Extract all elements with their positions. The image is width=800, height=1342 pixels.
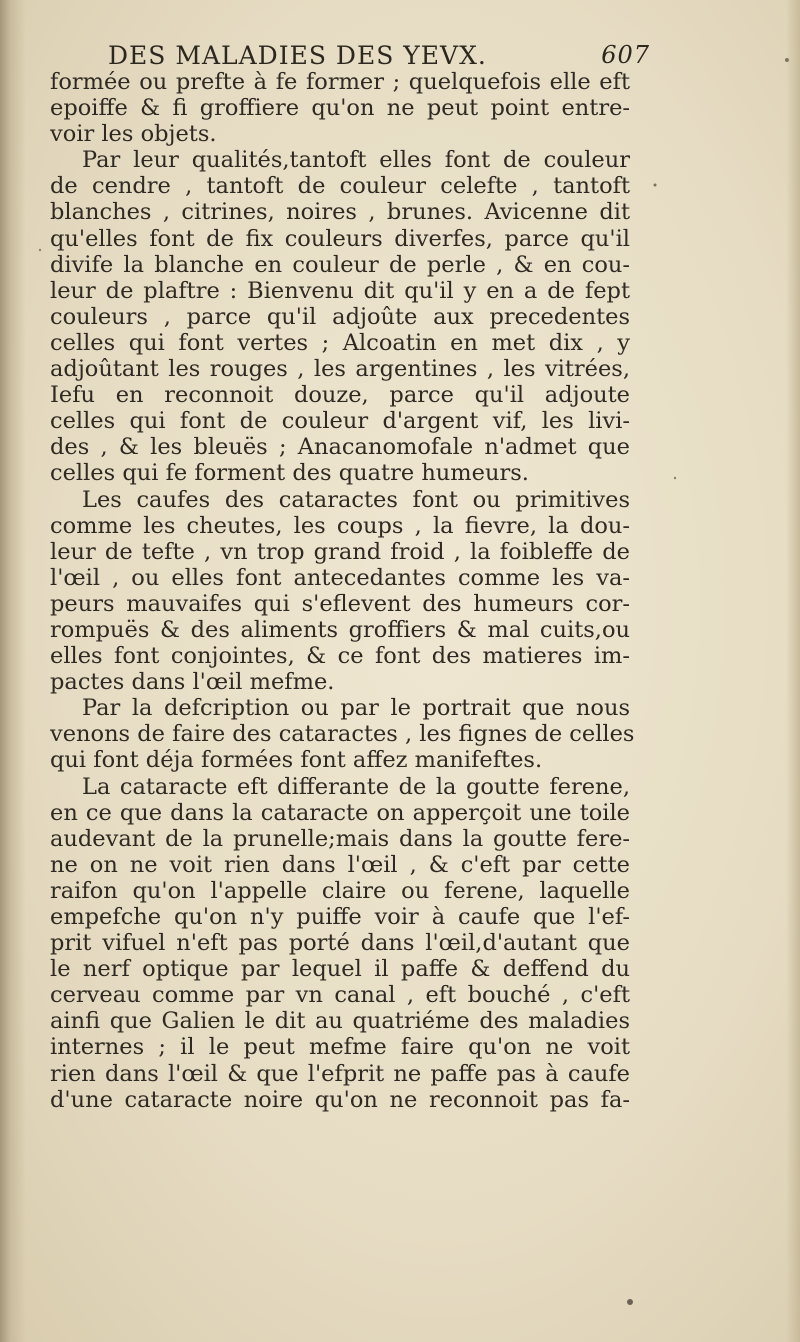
running-title: DES MALADIES DES YEVX.	[108, 41, 487, 70]
text-line: raifon qu'on l'appelle claire ou ferene, laquelle	[50, 877, 630, 904]
text-line: epoiffe & fi groffiere qu'on ne peut point entre-	[50, 95, 630, 122]
text-line: Par la defcription ou par le portrait que nous	[82, 695, 630, 722]
text-line: couleurs , parce qu'il adjoûte aux precedentes	[50, 303, 630, 330]
text-line: celles qui fe forment des quatre humeurs.	[50, 460, 529, 487]
text-line: audevant de la prunelle;mais dans la goutte fere-	[50, 825, 630, 852]
text-line: ainfi que Galien le dit au quatriéme des maladies	[50, 1008, 630, 1035]
text-line: qui font déja formées font affez manifeftes.	[50, 747, 543, 774]
text-line: l'œil , ou elles font antecedantes comme les va-	[50, 564, 630, 591]
text-line: leur de tefte , vn trop grand froid , la foibleffe de	[50, 538, 630, 565]
text-line: des , & les bleuës ; Anacanomofale n'admet que	[50, 434, 630, 461]
text-line: qu'elles font de fix couleurs diverfes, parce qu'il	[50, 225, 630, 252]
text-line: celles qui font vertes ; Alcoatin en met dix , y	[50, 329, 630, 356]
text-line: pactes dans l'œil mefme.	[50, 669, 335, 696]
text-line: voir les objets.	[50, 121, 217, 148]
text-line: ne on ne voit rien dans l'œil , & c'eft par cette	[50, 851, 630, 878]
text-line: comme les cheutes, les coups , la fievre, la dou-	[50, 512, 630, 539]
text-line: prit vifuel n'eft pas porté dans l'œil,d'autant que	[50, 930, 630, 957]
text-line: Les caufes des cataractes font ou primitives	[82, 486, 630, 513]
text-line: blanches , citrines, noires , brunes. Avicenne dit	[50, 199, 630, 226]
text-line: cerveau comme par vn canal , eft bouché , c'eft	[50, 982, 630, 1009]
text-line: celles qui font de couleur d'argent vif, les livi-	[50, 408, 630, 435]
text-line: elles font conjointes, & ce font des matieres im-	[50, 643, 630, 670]
text-line: de cendre , tantoft de couleur celefte , tantoft	[50, 173, 630, 200]
text-line: le nerf optique par lequel il paffe & deffend du	[50, 956, 630, 983]
body-text	[50, 69, 635, 1113]
text-line: leur de plaftre : Bienvenu dit qu'il y en a de fept	[50, 277, 630, 304]
text-line: rompuës & des aliments groffiers & mal cuits,ou	[50, 616, 630, 643]
text-line: d'une cataracte noire qu'on ne reconnoit pas fa-	[50, 1086, 630, 1113]
text-line: divife la blanche en couleur de perle , & en cou-	[50, 251, 630, 278]
text-line: empefche qu'on n'y puiffe voir à caufe que l'ef-	[50, 904, 630, 930]
text-line: internes ; il le peut mefme faire qu'on ne voit	[50, 1034, 630, 1061]
text-line: rien dans l'œil & que l'efprit ne paffe pas à caufe	[50, 1060, 630, 1087]
text-line: en ce que dans la cataracte on apperçoit une toile	[50, 799, 630, 826]
page-number: 607	[601, 41, 650, 69]
text-line: formée ou prefte à fe former ; quelquefois elle eft	[50, 69, 630, 95]
text-line: venons de faire des cataractes , les fignes de celles	[50, 721, 635, 748]
text-line: Par leur qualités,tantoft elles font de couleur	[82, 147, 630, 174]
text-line: peurs mauvaifes qui s'eflevent des humeurs cor-	[50, 590, 630, 617]
text-line: adjoûtant les rouges , les argentines , les vitrées,	[50, 356, 630, 383]
text-line: La cataracte eft differante de la goutte ferene,	[82, 773, 630, 800]
text-line: Iefu en reconnoit douze, parce qu'il adjoute	[50, 382, 630, 409]
